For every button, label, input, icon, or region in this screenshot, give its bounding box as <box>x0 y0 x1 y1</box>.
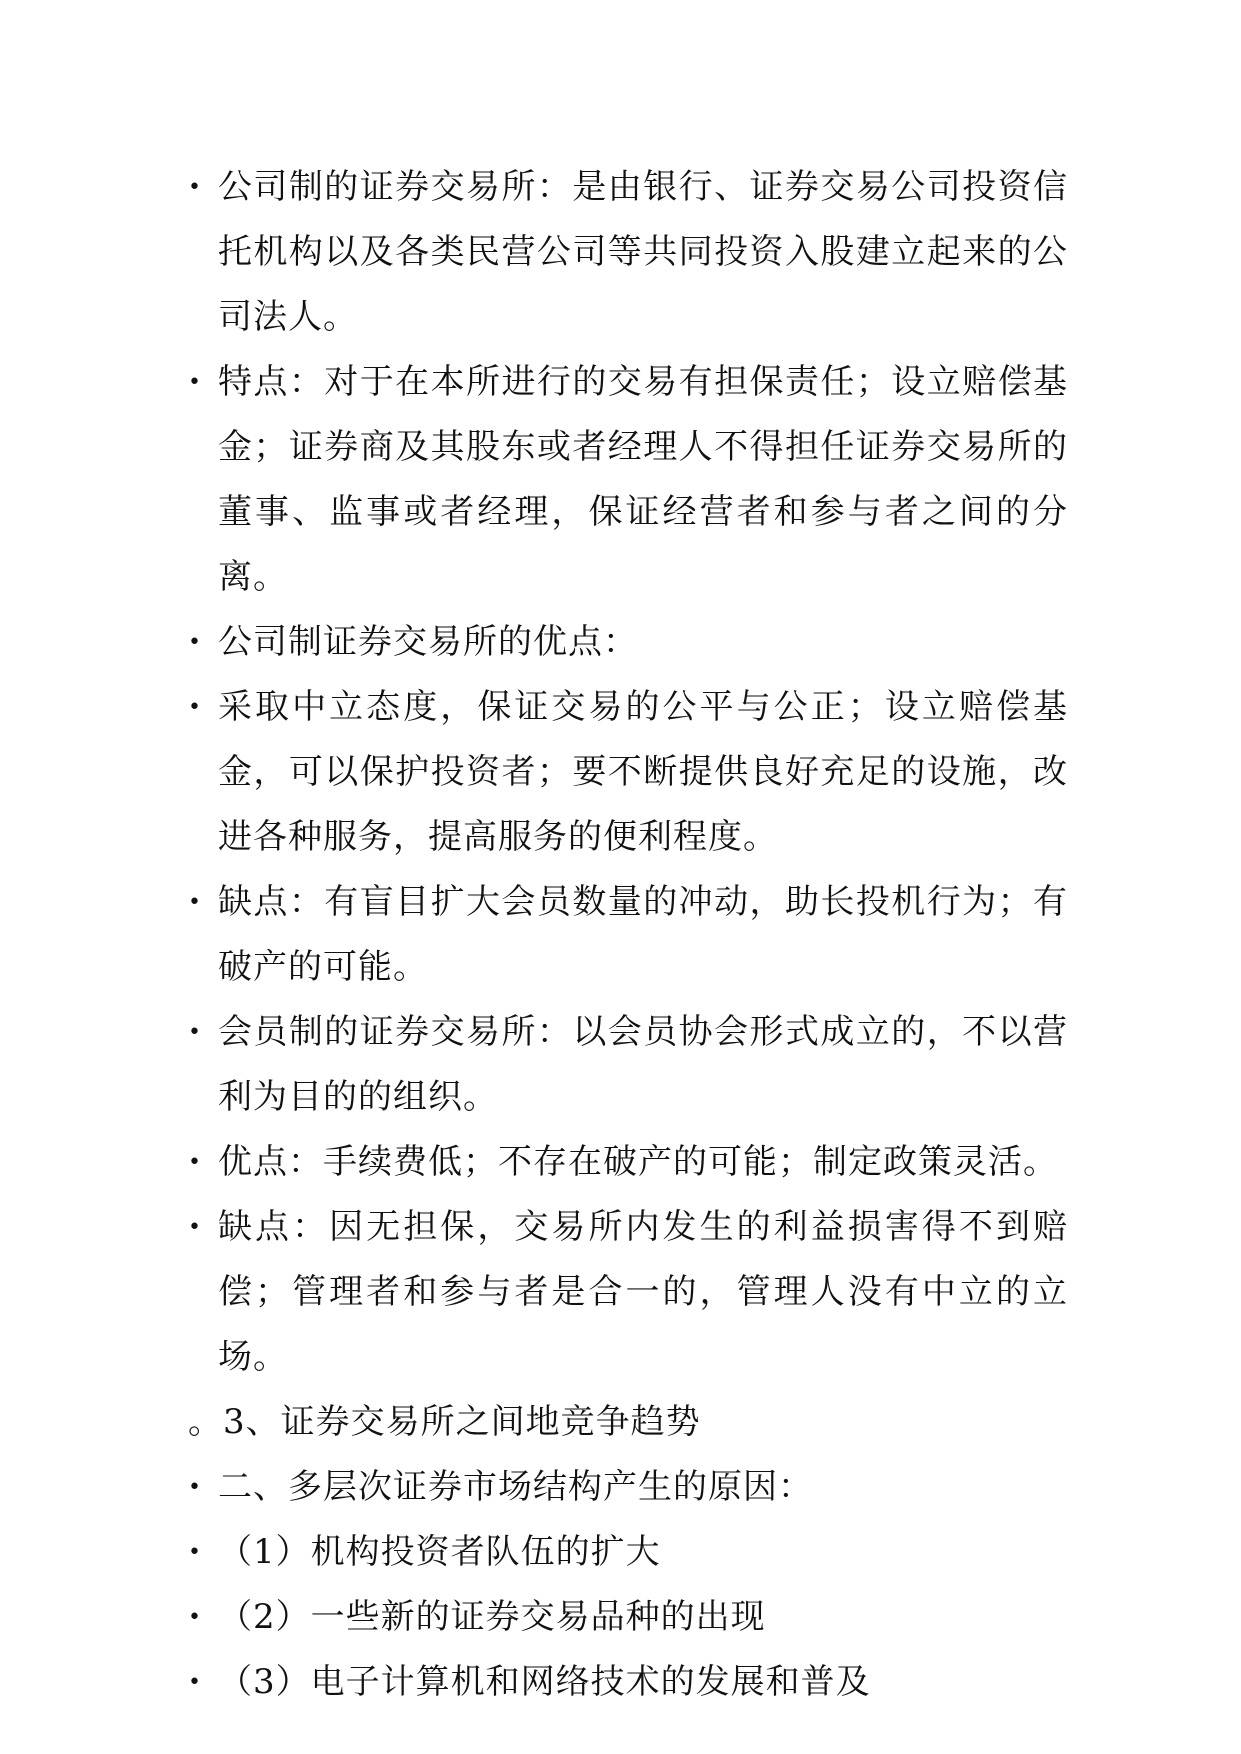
list-item-text: 会员制的证券交易所：以会员协会形式成立的，不以营利为目的的组织。 <box>218 1012 1068 1117</box>
list-item-text: 公司制的证券交易所：是由银行、证券交易公司投资信托机构以及各类民营公司等共同投资入股建立起来的公司法人。 <box>218 167 1068 337</box>
list-item-text: 优点：手续费低；不存在破产的可能；制定政策灵活。 <box>218 1142 1058 1182</box>
list-item <box>188 1195 1068 1390</box>
bullet-marker: • <box>188 1670 202 1695</box>
bullet-marker: • <box>188 1150 202 1175</box>
list-item-text: 缺点：因无担保，交易所内发生的利益损害得不到赔偿；管理者和参与者是合一的，管理人没有中立的立场。 <box>218 1207 1068 1377</box>
list-item-text: 采取中立态度，保证交易的公平与公正；设立赔偿基金，可以保护投资者；要不断提供良好充足的设施，改进各种服务，提高服务的便利程度。 <box>218 687 1068 857</box>
list-item <box>188 155 1068 350</box>
list-item <box>188 1585 1068 1650</box>
bullet-marker: • <box>188 695 202 720</box>
bullet-marker: • <box>188 1540 202 1565</box>
list-item <box>188 870 1068 1000</box>
list-item <box>188 675 1068 870</box>
list-item <box>188 1455 1068 1520</box>
section-heading-text: 。3、证券交易所之间地竞争趋势 <box>188 1402 701 1442</box>
bullet-marker: • <box>188 1020 202 1045</box>
bullet-marker: • <box>188 1215 202 1240</box>
bullet-marker: • <box>188 370 202 395</box>
list-item <box>188 1520 1068 1585</box>
list-item <box>188 1650 1068 1715</box>
list-item-text: 二、多层次证券市场结构产生的原因： <box>218 1467 813 1507</box>
list-item-text: 缺点：有盲目扩大会员数量的冲动，助长投机行为；有破产的可能。 <box>218 882 1068 987</box>
list-item <box>188 1130 1068 1195</box>
bullet-marker: • <box>188 175 202 200</box>
list-item-text: （2）一些新的证券交易品种的出现 <box>218 1597 766 1637</box>
bullet-marker: • <box>188 1605 202 1630</box>
bullet-list <box>188 155 1068 1715</box>
list-item-text: （3）电子计算机和网络技术的发展和普及 <box>218 1662 871 1702</box>
list-item <box>188 610 1068 675</box>
list-item-text: 公司制证券交易所的优点： <box>218 622 638 662</box>
list-item <box>188 350 1068 610</box>
list-item <box>188 1000 1068 1130</box>
list-item-text: 特点：对于在本所进行的交易有担保责任；设立赔偿基金；证券商及其股东或者经理人不得担任证券交易所的董事、监事或者经理，保证经营者和参与者之间的分离。 <box>218 362 1068 597</box>
list-item-text: （1）机构投资者队伍的扩大 <box>218 1532 661 1572</box>
bullet-marker: • <box>188 630 202 655</box>
bullet-marker: • <box>188 890 202 915</box>
section-heading <box>188 1390 1068 1455</box>
bullet-marker: • <box>188 1475 202 1500</box>
